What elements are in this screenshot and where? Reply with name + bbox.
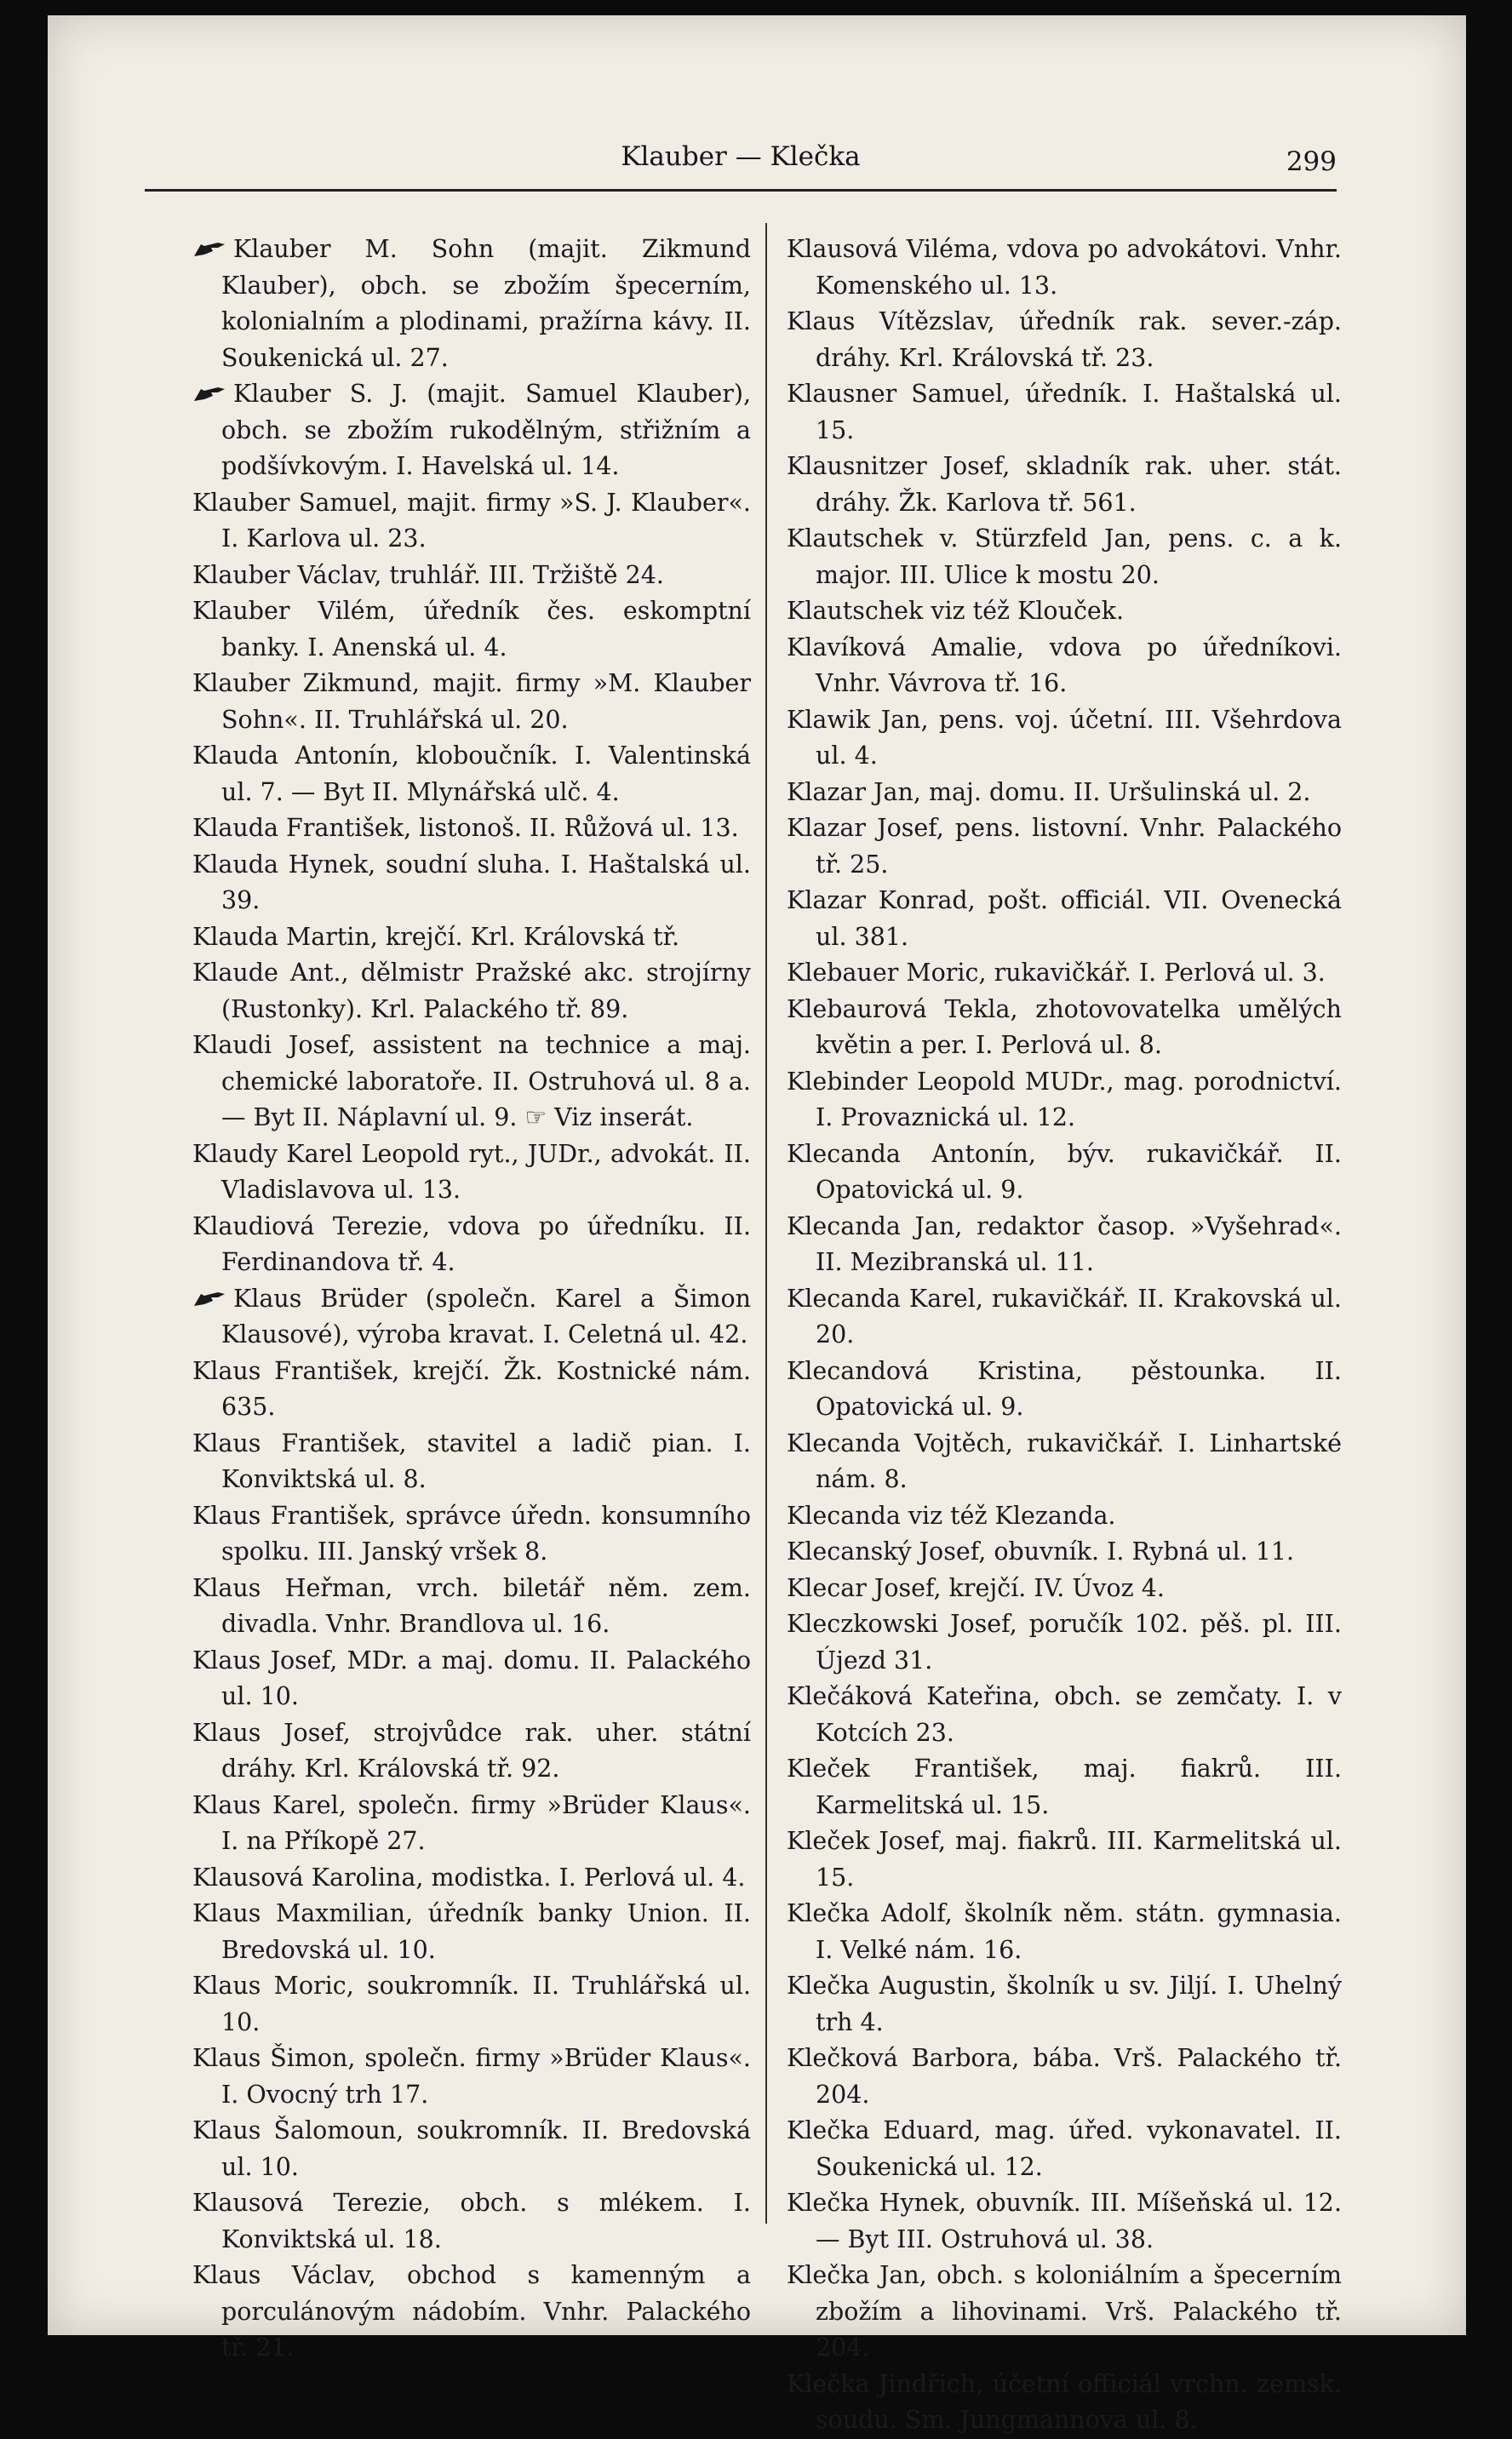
entry-text: Klaus Vítězslav, úředník rak. sever.-záp. dráhy. Krl. Královská tř. 23. — [787, 307, 1342, 372]
directory-entry — [192, 1896, 751, 1968]
pointing-hand-icon — [192, 239, 226, 260]
entry-text: Klauber Samuel, majit. firmy »S. J. Klauber«. I. Karlova ul. 23. — [192, 488, 751, 552]
directory-entry — [787, 630, 1342, 702]
entry-text: Klauda Hynek, soudní sluha. I. Haštalská ul. 39. — [192, 850, 751, 914]
entry-text: Klauber M. Sohn (majit. Zikmund Klauber), obch. se zbožím špecerním, kolonialním a plodinami, pražírna kávy. II. Soukenická ul. 27. — [221, 235, 751, 372]
entry-text: Klauber Vilém, úředník čes. eskomptní banky. I. Anenská ul. 4. — [192, 597, 751, 661]
directory-entry — [192, 1028, 751, 1136]
entry-text: Klazar Konrad, pošt. officiál. VII. Ovenecká ul. 381. — [787, 886, 1342, 951]
directory-entry — [787, 810, 1342, 883]
directory-entry — [787, 1498, 1342, 1535]
entry-text: Kleček František, maj. fiakrů. III. Karmelitská ul. 15. — [787, 1755, 1342, 1819]
entry-text: Klečka Adolf, školník něm. státn. gymnasia. I. Velké nám. 16. — [787, 1899, 1342, 1964]
entry-text: Klecanda Antonín, býv. rukavičkář. II. Opatovická ul. 9. — [787, 1139, 1342, 1204]
directory-entry — [192, 1354, 751, 1426]
directory-entry — [192, 1426, 751, 1498]
entry-text: Klečka Jindřich, účetní officiál vrchn. zemsk. soudu. Sm. Jungmannova ul. 8. — [787, 2369, 1342, 2434]
directory-entry — [787, 232, 1342, 304]
entry-text: Klaus Brüder (společn. Karel a Šimon Klausové), výroba kravat. I. Celetná ul. 42. — [221, 1284, 751, 1348]
directory-entry — [192, 847, 751, 919]
directory-entry — [192, 1136, 751, 1209]
entry-text: Klauber Václav, truhlář. III. Tržiště 24. — [192, 560, 664, 589]
directory-entry — [192, 1788, 751, 1860]
directory-entry — [192, 738, 751, 810]
entry-text: Klaus František, stavitel a ladič pian. I. Konviktská ul. 8. — [192, 1428, 751, 1493]
directory-entry — [192, 955, 751, 1028]
directory-entry — [787, 1136, 1342, 1209]
directory-entry — [192, 232, 751, 376]
entry-text: Klauber S. J. (majit. Samuel Klauber), obch. se zbožím rukodělným, střižním a podšívkovým. I. Havelská ul. 14. — [221, 380, 751, 480]
directory-entry — [787, 1606, 1342, 1679]
left-column — [192, 232, 751, 2367]
directory-entry — [192, 810, 751, 847]
directory-entry — [787, 1968, 1342, 2041]
directory-entry — [787, 1534, 1342, 1571]
entry-text: Klečáková Kateřina, obch. se zemčaty. I. v Kotcích 23. — [787, 1682, 1342, 1747]
entry-text: Klauda Antonín, kloboučník. I. Valentinská ul. 7. — Byt II. Mlynářská ulč. 4. — [192, 741, 751, 806]
directory-entry — [787, 2041, 1342, 2113]
directory-entry — [787, 1281, 1342, 1354]
directory-entry — [192, 558, 751, 594]
entry-text: Klaus František, krejčí. Žk. Kostnické nám. 635. — [192, 1356, 751, 1421]
directory-entry — [787, 521, 1342, 593]
directory-entry — [787, 955, 1342, 992]
directory-entry — [192, 1281, 751, 1354]
entry-text: Klaus Moric, soukromník. II. Truhlářská ul. 10. — [192, 1972, 751, 2036]
directory-entry — [787, 1571, 1342, 1607]
entry-text: Klauda František, listonoš. II. Růžová ul. 13. — [192, 814, 739, 842]
entry-text: Klečková Barbora, bába. Vrš. Palackého tř. 204. — [787, 2044, 1342, 2109]
directory-entry — [787, 883, 1342, 955]
directory-entry — [787, 1064, 1342, 1136]
directory-entry — [192, 1860, 751, 1897]
entry-text: Klecanský Josef, obuvník. I. Rybná ul. 11. — [787, 1537, 1295, 1566]
directory-entry — [192, 919, 751, 956]
directory-entry — [192, 1498, 751, 1571]
entry-text: Klautschek v. Stürzfeld Jan, pens. c. a k. major. III. Ulice k mostu 20. — [787, 524, 1342, 589]
entry-text: Klaus František, správce úředn. konsumního spolku. III. Janský vršek 8. — [192, 1501, 751, 1566]
directory-entry — [192, 485, 751, 558]
column-divider — [765, 223, 767, 2224]
entry-text: Klečka Jan, obch. s koloniálním a špecerním zbožím a lihovinami. Vrš. Palackého tř. 204. — [787, 2261, 1342, 2362]
entry-text: Klausner Samuel, úředník. I. Haštalská ul. 15. — [787, 380, 1342, 444]
entry-text: Klaus Heřman, vrch. biletář něm. zem. divadla. Vnhr. Brandlova ul. 16. — [192, 1573, 751, 1638]
directory-entry — [787, 1354, 1342, 1426]
entry-text: Klazar Josef, pens. listovní. Vnhr. Palackého tř. 25. — [787, 814, 1342, 879]
directory-entry — [787, 702, 1342, 775]
entry-text: Klaus Josef, MDr. a maj. domu. II. Palackého ul. 10. — [192, 1646, 751, 1710]
directory-entry — [192, 666, 751, 738]
directory-entry — [787, 593, 1342, 630]
entry-text: Klečka Hynek, obuvník. III. Míšeňská ul. 12. — Byt III. Ostruhová ul. 38. — [787, 2189, 1342, 2253]
entry-text: Klausová Terezie, obch. s mlékem. I. Konviktská ul. 18. — [192, 2189, 751, 2253]
running-head: Klauber — Klečka — [621, 141, 861, 172]
directory-entry — [192, 1643, 751, 1715]
entry-text: Klaudi Josef, assistent na technice a maj. chemické laboratoře. II. Ostruhová ul. 8 a. — Byt II. Náplavní ul. 9. ☞ Viz inserát. — [192, 1031, 751, 1131]
directory-entry — [787, 2258, 1342, 2367]
directory-entry — [787, 1751, 1342, 1824]
directory-entry — [192, 1968, 751, 2041]
entry-text: Kleczkowski Josef, poručík 102. pěš. pl. III. Újezd 31. — [787, 1610, 1342, 1675]
pointing-hand-icon — [192, 1289, 226, 1309]
entry-text: Klaus Josef, strojvůdce rak. uher. státní dráhy. Krl. Královská tř. 92. — [192, 1718, 751, 1783]
directory-entry — [787, 1209, 1342, 1281]
pointing-hand-icon — [192, 384, 226, 404]
entry-text: Klecanda Jan, redaktor časop. »Vyšehrad«. II. Mezibranská ul. 11. — [787, 1211, 1342, 1276]
entry-text: Klaus Šimon, společn. firmy »Brüder Klaus«. I. Ovocný trh 17. — [192, 2044, 751, 2109]
entry-text: Klausnitzer Josef, skladník rak. uher. stát. dráhy. Žk. Karlova tř. 561. — [787, 452, 1342, 517]
entry-text: Klečka Augustin, školník u sv. Jiljí. I. Uhelný trh 4. — [787, 1972, 1342, 2036]
entry-text: Klauda Martin, krejčí. Krl. Královská tř. — [192, 922, 680, 951]
entry-text: Klavíková Amalie, vdova po úředníkovi. Vnhr. Vávrova tř. 16. — [787, 633, 1342, 697]
entry-text: Klečka Eduard, mag. úřed. vykonavatel. II. Soukenická ul. 12. — [787, 2116, 1342, 2181]
entry-text: Klaus Karel, společn. firmy »Brüder Klaus«. I. na Příkopě 27. — [192, 1790, 751, 1855]
directory-entry — [787, 1426, 1342, 1498]
entry-text: Klecanda Vojtěch, rukavičkář. I. Linhartské nám. 8. — [787, 1428, 1342, 1493]
directory-entry — [192, 2041, 751, 2113]
entry-text: Klecandová Kristina, pěstounka. II. Opatovická ul. 9. — [787, 1356, 1342, 1421]
directory-entry — [787, 2113, 1342, 2185]
entry-text: Klebauer Moric, rukavičkář. I. Perlová ul. 3. — [787, 959, 1326, 987]
directory-entry — [787, 2185, 1342, 2258]
entry-text: Klebinder Leopold MUDr., mag. porodnictví. I. Provaznická ul. 12. — [787, 1067, 1342, 1131]
directory-entry — [787, 376, 1342, 449]
entry-text: Klaudiová Terezie, vdova po úředníku. II. Ferdinandova tř. 4. — [192, 1211, 751, 1276]
entry-text: Klaus Šalomoun, soukromník. II. Bredovská ul. 10. — [192, 2116, 751, 2181]
page-number: 299 — [1286, 146, 1337, 177]
directory-entry — [787, 1896, 1342, 1968]
directory-entry — [787, 2367, 1342, 2439]
entry-text: Kleček Josef, maj. fiakrů. III. Karmelitská ul. 15. — [787, 1827, 1342, 1892]
entry-text: Klaude Ant., dělmistr Pražské akc. strojírny (Rustonky). Krl. Palackého tř. 89. — [192, 959, 751, 1023]
entry-text: Klazar Jan, maj. domu. II. Uršulinská ul. 2. — [787, 777, 1311, 806]
entry-text: Klaus Václav, obchod s kamenným a porculánovým nádobím. Vnhr. Palackého tř. 21. — [192, 2261, 751, 2362]
entry-text: Klecanda viz též Klezanda. — [787, 1501, 1116, 1530]
directory-entry — [787, 1679, 1342, 1751]
directory-entry — [787, 992, 1342, 1064]
directory-entry — [192, 1715, 751, 1788]
entry-text: Klausová Karolina, modistka. I. Perlová ul. 4. — [192, 1863, 746, 1892]
entry-text: Klebaurová Tekla, zhotovovatelka umělých květin a per. I. Perlová ul. 8. — [787, 994, 1342, 1059]
header-rule — [145, 189, 1337, 192]
directory-entry — [192, 1571, 751, 1643]
directory-entry — [192, 2185, 751, 2258]
entry-text: Klausová Viléma, vdova po advokátovi. Vnhr. Komenského ul. 13. — [787, 235, 1342, 300]
entry-text: Klauber Zikmund, majit. firmy »M. Klauber Sohn«. II. Truhlářská ul. 20. — [192, 669, 751, 734]
directory-entry — [192, 2113, 751, 2185]
entry-text: Klaus Maxmilian, úředník banky Union. II. Bredovská ul. 10. — [192, 1899, 751, 1964]
directory-entry — [192, 2258, 751, 2367]
entry-text: Klecanda Karel, rukavičkář. II. Krakovská ul. 20. — [787, 1284, 1342, 1348]
directory-entry — [787, 304, 1342, 376]
entry-text: Klautschek viz též Klouček. — [787, 597, 1125, 625]
entry-text: Klecar Josef, krejčí. IV. Úvoz 4. — [787, 1573, 1165, 1602]
entry-text: Klaudy Karel Leopold ryt., JUDr., advokát. II. Vladislavova ul. 13. — [192, 1139, 751, 1204]
directory-entry — [192, 376, 751, 485]
directory-entry — [192, 1209, 751, 1281]
right-column — [787, 232, 1342, 2439]
entry-text: Klawik Jan, pens. voj. účetní. III. Všehrdova ul. 4. — [787, 705, 1342, 770]
directory-entry — [787, 1824, 1342, 1896]
directory-entry — [787, 449, 1342, 521]
directory-entry — [787, 775, 1342, 811]
page-header — [145, 135, 1337, 186]
directory-entry — [192, 593, 751, 666]
